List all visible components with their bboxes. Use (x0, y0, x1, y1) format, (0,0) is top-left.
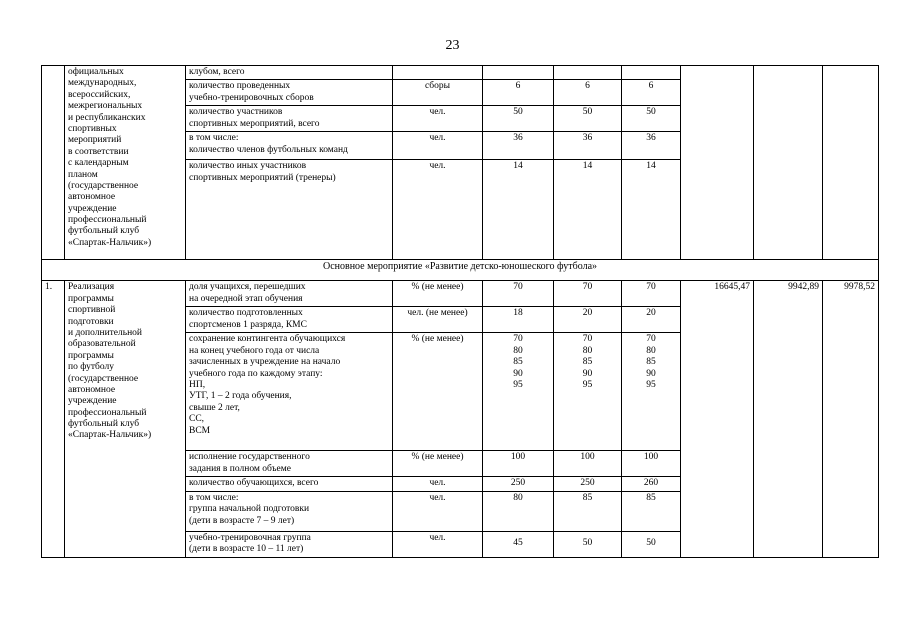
value-cell: 6 (483, 80, 554, 106)
value-cell: 50 (483, 106, 554, 132)
value-cell (483, 333, 554, 451)
section-row (42, 260, 879, 281)
value-line: 90 (513, 368, 523, 379)
unit-cell: чел. (не менее) (393, 307, 483, 333)
value-cell (622, 333, 681, 451)
value-cell: 50 (622, 531, 681, 557)
unit-cell: чел. (393, 132, 483, 160)
value-cell: 36 (554, 132, 622, 160)
finance-cell-1: 16645,47 (681, 281, 754, 557)
indicator-cell: в том числе: количество членов футбольных команд (186, 132, 393, 160)
value-line: 90 (582, 368, 593, 379)
value-line: 70 (513, 334, 523, 345)
value-cell: 50 (554, 106, 622, 132)
row-number-cell (42, 66, 65, 260)
finance-cell-2: 9942,89 (754, 281, 823, 557)
indicator-cell: количество обучающихся, всего (186, 477, 393, 491)
value-cell (622, 66, 681, 80)
value-line: 85 (646, 357, 656, 368)
indicator-cell: сохранение контингента обучающихся на конец учебного года от числа зачисленных в учреждение на начало учебного года по каждому этапу: НП, УТГ, 1 – 2 года обучения, свыше 2 лет, СС, ВСМ (186, 333, 393, 451)
value-cell: 70 (483, 281, 554, 307)
value-line: 85 (582, 357, 593, 368)
value-line: 80 (646, 345, 656, 356)
indicator-cell: исполнение государственного задания в полном объеме (186, 451, 393, 477)
value-cell: 20 (554, 307, 622, 333)
value-line: 80 (513, 345, 523, 356)
value-cell: 6 (622, 80, 681, 106)
value-line: 85 (513, 357, 523, 368)
indicator-cell: количество иных участников спортивных мероприятий (тренеры) (186, 160, 393, 260)
value-cell (554, 66, 622, 80)
value-cell: 45 (483, 531, 554, 557)
indicator-cell: клубом, всего (186, 66, 393, 80)
unit-cell: % (не менее) (393, 333, 483, 451)
indicator-cell: в том числе: группа начальной подготовки (дети в возрасте 7 – 9 лет) (186, 491, 393, 531)
indicator-cell: доля учащихся, перешедших на очередной этап обучения (186, 281, 393, 307)
value-cell: 36 (483, 132, 554, 160)
value-cell: 100 (554, 451, 622, 477)
finance-cell-3: 9978,52 (823, 281, 879, 557)
value-cell: 260 (622, 477, 681, 491)
finance-cell (754, 66, 823, 260)
finance-cell (681, 66, 754, 260)
value-line: 95 (513, 379, 523, 390)
table-row (42, 281, 879, 307)
value-cell: 18 (483, 307, 554, 333)
value-line: 80 (582, 345, 593, 356)
value-cell: 70 (554, 281, 622, 307)
value-line: 95 (646, 379, 656, 390)
value-cell: 50 (622, 106, 681, 132)
value-cell: 14 (554, 160, 622, 260)
value-cell: 100 (483, 451, 554, 477)
value-line: 70 (646, 334, 656, 345)
unit-cell: чел. (393, 106, 483, 132)
indicator-cell: количество подготовленных спортсменов 1 разряда, КМС (186, 307, 393, 333)
unit-cell: % (не менее) (393, 451, 483, 477)
table-row (42, 66, 879, 80)
unit-cell: чел. (393, 491, 483, 531)
value-cell: 14 (622, 160, 681, 260)
value-line: 90 (646, 368, 656, 379)
value-cell: 85 (554, 491, 622, 531)
value-cell: 80 (483, 491, 554, 531)
indicator-cell: количество участников спортивных мероприятий, всего (186, 106, 393, 132)
row-number-cell: 1. (42, 281, 65, 557)
event-name-cell: Реализация программы спортивной подготовки и дополнительной образовательной программы по футболу (государственное автономное учреждение профессиональный футбольный клуб «Спартак-Нальчик») (65, 281, 186, 557)
value-line: 95 (582, 379, 593, 390)
finance-cell (823, 66, 879, 260)
measures-table (41, 65, 879, 558)
value-cell: 6 (554, 80, 622, 106)
value-cell: 250 (483, 477, 554, 491)
value-cell: 50 (554, 531, 622, 557)
value-cell: 20 (622, 307, 681, 333)
value-cell: 36 (622, 132, 681, 160)
value-line: 70 (582, 334, 593, 345)
indicator-cell: учебно-тренировочная группа (дети в возрасте 10 – 11 лет) (186, 531, 393, 557)
value-cell: 100 (622, 451, 681, 477)
value-cell: 85 (622, 491, 681, 531)
unit-cell: сборы (393, 80, 483, 106)
unit-cell (393, 66, 483, 80)
value-cell: 250 (554, 477, 622, 491)
value-cell (483, 66, 554, 80)
value-cell: 14 (483, 160, 554, 260)
value-cell (554, 333, 622, 451)
unit-cell: % (не менее) (393, 281, 483, 307)
unit-cell: чел. (393, 531, 483, 557)
unit-cell: чел. (393, 160, 483, 260)
event-name-cell: официальных международных, всероссийских, межрегиональных и республиканских спортивных мероприятий в соответствии с календарным планом (государственное автономное учреждение профессиональный футбольный клуб «Спартак-Нальчик») (65, 66, 186, 260)
section-title: Основное мероприятие «Развитие детско-юношеского футбола» (42, 260, 879, 281)
unit-cell: чел. (393, 477, 483, 491)
value-cell: 70 (622, 281, 681, 307)
page-number: 23 (445, 38, 460, 53)
indicator-cell: количество проведенных учебно-тренировочных сборов (186, 80, 393, 106)
